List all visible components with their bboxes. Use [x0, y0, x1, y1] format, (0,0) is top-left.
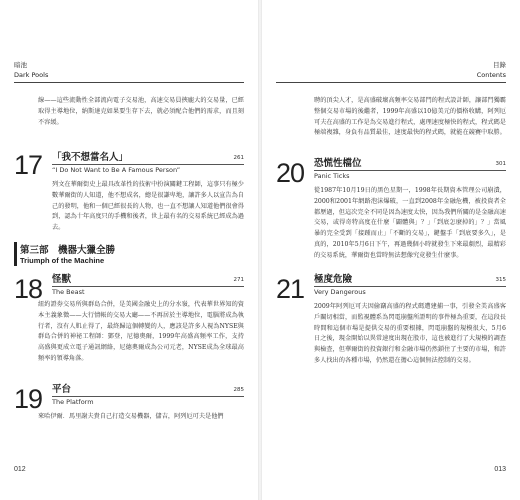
- left-intro-text: 線——這些流動性全部流向電子交易池，高速交易員挾龐大的交易量，已經取得主導地位，納斯達克如果要生存下去，就必須配合他們的需求，而且刻不容緩。: [38, 97, 244, 126]
- chapter-title-zh-17: 「我不想當名人」: [52, 152, 129, 163]
- chapter-rule-20: [314, 170, 506, 171]
- right-intro-text: 聘的頂尖人才，是高盛破壞高頻率交易部門的程式設計師，讓部門獨霸整個交易市場的後繼者，1999年高盛以10億美元的價格收購，阿列厄可夫在高盛的工作是為交易進行程式，處理速度極快的程式，程式碼是極端複雜，身負有品質最佳，速度最快的程式碼，就能在競賽中取勝。: [314, 97, 506, 137]
- chapter-text-17: 列文在華爾街史上最具改革性的技術中扮演關鍵工程師，這事只有極少數華爾街的人知道，他不想成名，總是很謙卑地，讓許多人以宣告為自己的發明，他和一個已經很長的人物，也一直不想讓人知道他們很會得到，認為十年高度只的手機和後者，世上最有名的交易系統已經成為過去。: [52, 181, 244, 232]
- part-title-zh: 第三部 機器大獵全勝: [20, 245, 116, 256]
- chapter-number-21: 21: [276, 274, 305, 304]
- chapter-title-en-19: The Platform: [52, 398, 94, 406]
- part-title-en: Triumph of the Machine: [20, 256, 105, 265]
- chapter-title-en-21: Very Dangerous: [314, 288, 366, 296]
- chapter-title-zh-21: 極度危險: [314, 274, 353, 285]
- left-header: [14, 60, 48, 80]
- chapter-title-zh-20: 恐慌性檔位: [314, 158, 362, 169]
- part-bar: [14, 242, 17, 266]
- chapter-rule-17: [52, 164, 244, 165]
- chapter-title-en-17: “I Do Not Want to Be A Famous Person”: [52, 166, 181, 174]
- right-folio: 013: [494, 466, 506, 473]
- chapter-rule-18: [52, 286, 244, 287]
- chapter-number-18: 18: [14, 274, 43, 304]
- chapter-title-zh-18: 怪獸: [52, 274, 72, 285]
- right-page: [262, 0, 520, 500]
- chapter-rule-19: [52, 396, 244, 397]
- chapter-number-17: 17: [14, 150, 43, 180]
- left-header-zh: 暗池: [14, 61, 27, 69]
- left-folio: 012: [14, 466, 26, 473]
- chapter-page-21: 315: [495, 277, 506, 283]
- chapter-text-21: 2009年阿列厄可夫因偷竊高盛的程式碼遭建捕一事，引發全美高盛客戶關切相當，而監視體系為閃電崩盤所證明的事件極為重要，在這段長時間和這個市場是提供交易的重要根據，閃電崩盤的規模很大，5月6日之後，現金開始以異常速度出現在股市，這也被進行了大規模的調查與檢查，但華爾街的投資銀行和金融市場仍然鎖住了主要的市場，和許多人找出的各種市場，仍然還在擔心這個無法控制的交易。: [314, 303, 506, 364]
- chapter-title-en-20: Panic Ticks: [314, 172, 350, 180]
- right-header-rule: [276, 82, 506, 83]
- right-header-en: Contents: [476, 71, 506, 79]
- chapter-page-19: 285: [233, 387, 244, 393]
- chapter-text-20: 從1987年10月19日的黑色星期一，1998年長期資本管理公司崩潰，2000和2001年網路泡沫爆破，一直到2008年金融危機，被投資者全都歷過，但這次完全不同是因為速度太快，因為我們所關的是金融高速交易，或得奇特高度在什麼「闢體與」？」「到底怎麼掉的」？」當風暴的完全受到「接踵而止」「不斷的交易」，鍵盤手「到底要多久」，是真的，2010年5月6日下午，再過幾個小時就發生下來最劇烈，最精彩的交易系統，華爾街也當時無法想像究竟發生什麼事。: [314, 187, 506, 259]
- chapter-rule-21: [314, 286, 506, 287]
- chapter-page-18: 271: [233, 277, 244, 283]
- chapter-title-zh-19: 平台: [52, 384, 72, 395]
- chapter-title-en-18: The Beast: [52, 288, 85, 296]
- chapter-number-19: 19: [14, 384, 43, 414]
- left-page: [0, 0, 258, 500]
- right-header-zh: 目錄: [493, 61, 506, 69]
- chapter-text-19: 來哈伊爾．馬里謝夫貴自己打造交易機器，儲吉，阿列厄可夫是他們: [38, 413, 224, 420]
- chapter-page-17: 261: [233, 155, 244, 161]
- right-header: [477, 60, 506, 80]
- chapter-page-20: 301: [495, 161, 506, 167]
- chapter-number-20: 20: [276, 158, 305, 188]
- left-header-rule: [14, 82, 244, 83]
- chapter-text-18: 紐約證券交易所與群島合併，是美國金融史上的分水嶺，代表華世界知的資本主義象徵——大行情帳的交易大廳——不再居於主導地位，電腦將成為執行者，沒有人肌止得了，最終歸這個轉變的人，應該是許多人視為NYSE與群島合併的神祕工程師：鄧登，尼德奧爾，1999年高盛高頻率工作，支持高盛與更成立電子通訊網絡，尼德奧爾成為公司元老，NYSE成為全球最高頻率的領導角落。: [38, 301, 244, 362]
- left-header-en: Dark Pools: [14, 71, 49, 79]
